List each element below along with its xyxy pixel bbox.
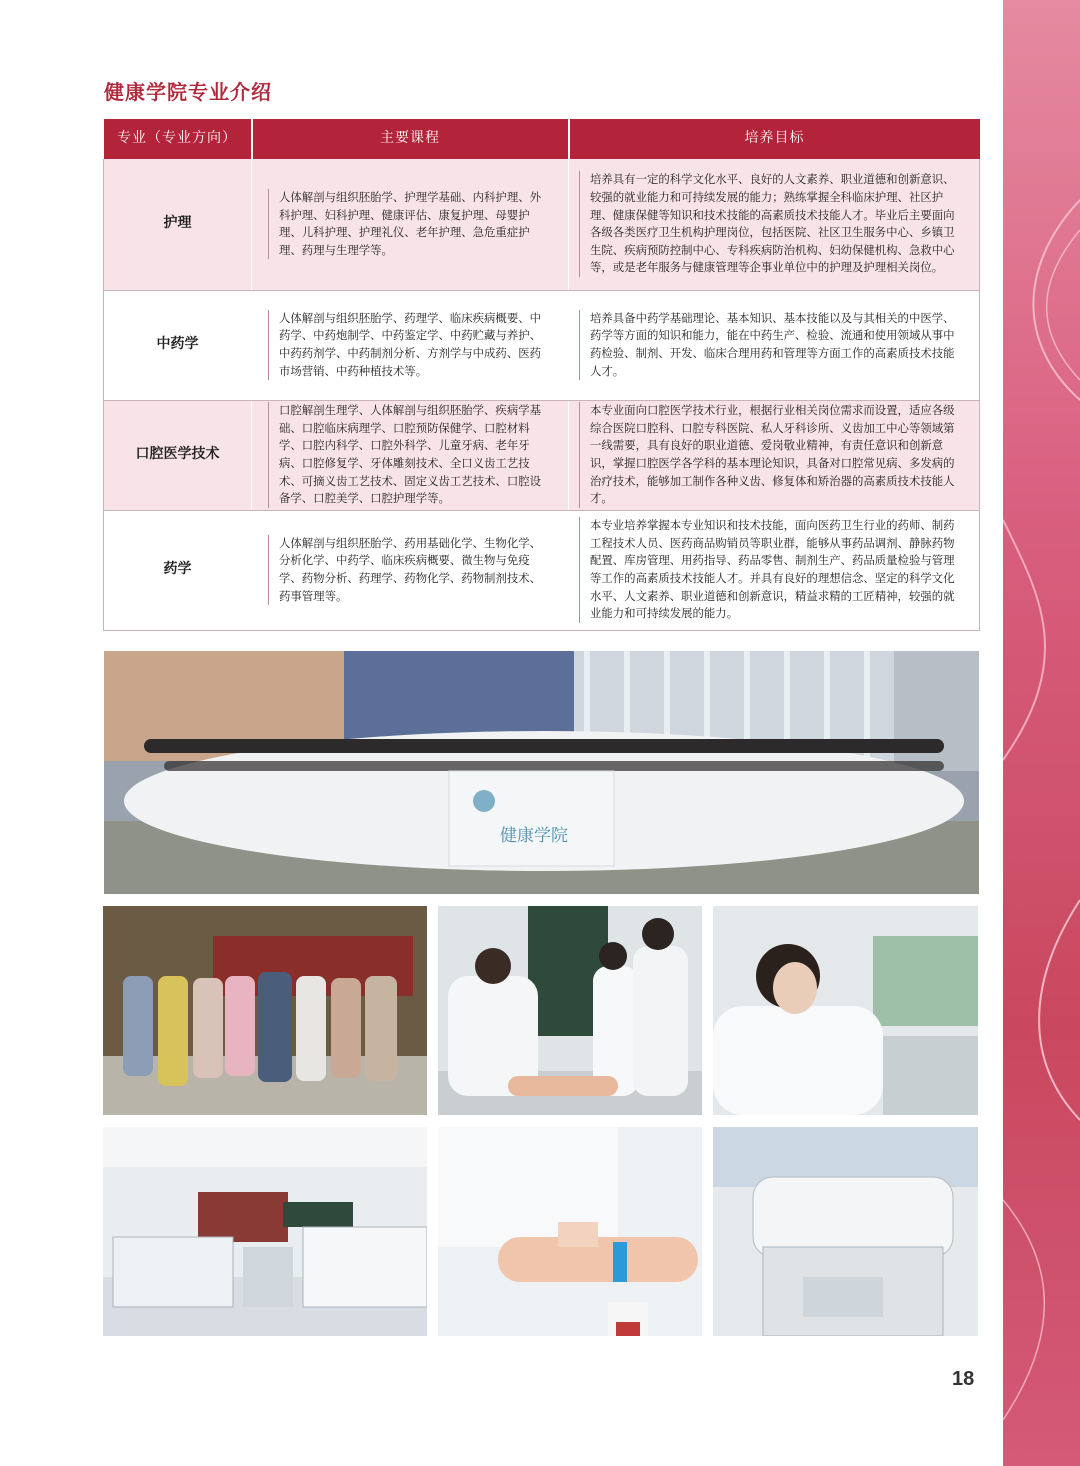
training-photo bbox=[438, 906, 702, 1115]
goals-text: 本专业培养掌握本专业知识和技术技能，面向医药卫生行业的药师、制药工程技术人员、医药商品购销员等职业群，能够从事药品调剂、静脉药物配置、库房管理、用药指导、药品零售、制剂生产、药品质量检验与管理等工作的高素质技术技能人才。并具有良好的理想信念、坚定的科学文化水平、人文素养、职业道德和创新意识，精益求精的工匠精神，较强的就业能力和可持续发展的能力。 bbox=[579, 517, 961, 623]
header-major: 专业（专业方向） bbox=[104, 119, 252, 159]
table-row bbox=[104, 400, 980, 510]
major-courses bbox=[252, 400, 569, 510]
major-courses bbox=[252, 290, 569, 400]
courses-text: 人体解剖与组织胚胎学、护理学基础、内科护理、外科护理、妇科护理、健康评估、康复护理、母婴护理、儿科护理、护理礼仪、老年护理、急危重症护理、药理与生理学等。 bbox=[268, 189, 550, 259]
goals-text: 培养具备中药学基础理论、基本知识、基本技能以及与其相关的中医学、药学等方面的知识和能力，能在中药生产、检验、流通和使用领域从事中药检验、制剂、开发、临床合理用药和管理等方面工作的高素质技术技能人才。 bbox=[579, 310, 961, 380]
group-banner-text: 健康学院 bbox=[500, 826, 568, 846]
lab-photo bbox=[713, 906, 978, 1115]
table-row bbox=[104, 159, 980, 290]
group-photo bbox=[104, 651, 979, 894]
major-goals bbox=[569, 400, 980, 510]
majors-table bbox=[103, 119, 980, 631]
major-name: 口腔医学技术 bbox=[104, 400, 252, 510]
courses-text: 人体解剖与组织胚胎学、药理学、临床疾病概要、中药学、中药炮制学、中药鉴定学、中药贮藏与养护、中药药剂学、中药制剂分析、方剂学与中成药、医药市场营销、中药种植技术等。 bbox=[268, 310, 550, 380]
page-number: 18 bbox=[952, 1368, 975, 1390]
major-goals bbox=[569, 510, 980, 630]
staff-photo bbox=[103, 906, 427, 1115]
major-courses bbox=[252, 159, 569, 290]
major-name: 药学 bbox=[104, 510, 252, 630]
injection-practice-photo bbox=[438, 1127, 702, 1336]
table-row bbox=[104, 510, 980, 630]
table-row bbox=[104, 290, 980, 400]
major-courses bbox=[252, 510, 569, 630]
table-header-row bbox=[104, 119, 980, 159]
header-goals: 培养目标 bbox=[569, 119, 980, 159]
side-decoration-band bbox=[1003, 0, 1080, 1466]
major-name: 中药学 bbox=[104, 290, 252, 400]
goals-text: 本专业面向口腔医学技术行业，根据行业相关岗位需求而设置，适应各级综合医院口腔科、口腔专科医院、私人牙科诊所、义齿加工中心等领域第一线需要，具有良好的职业道德、爱岗敬业精神，有责任意识和创新意识，掌握口腔医学各学科的基本理论知识，具备对口腔常见病、多发病的治疗技术，能够加工制作各种义齿、修复体和矫治器的高素质技术技能人才。 bbox=[579, 402, 961, 508]
header-courses: 主要课程 bbox=[252, 119, 569, 159]
page-title: 健康学院专业介绍 bbox=[104, 80, 272, 104]
goals-text: 培养具有一定的科学文化水平、良好的人文素养、职业道德和创新意识、较强的就业能力和可持续发展的能力；熟练掌握全科临床护理、社区护理、健康保健等知识和技术技能的高素质技术技能人才。毕业后主要面向各级各类医疗卫生机构护理岗位，包括医院、社区卫生服务中心、乡镇卫生院、疾病预防控制中心、专科疾病防治机构、妇幼保健机构、急救中心等，或是老年服务与健康管理等企事业单位中的护理及护理相关岗位。 bbox=[579, 171, 961, 277]
incubator-photo bbox=[713, 1127, 978, 1336]
major-goals bbox=[569, 290, 980, 400]
courses-text: 口腔解剖生理学、人体解剖与组织胚胎学、疾病学基础、口腔临床病理学、口腔预防保健学、口腔材料学、口腔内科学、口腔外科学、儿童牙病、老年牙病、口腔修复学、牙体雕刻技术、全口义齿工艺技术、可摘义齿工艺技术、固定义齿工艺技术、口腔设备学、口腔美学、口腔护理学等。 bbox=[268, 402, 550, 508]
ward-photo bbox=[103, 1127, 427, 1336]
major-name: 护理 bbox=[104, 159, 252, 290]
courses-text: 人体解剖与组织胚胎学、药用基础化学、生物化学、分析化学、中药学、临床疾病概要、微生物与免疫学、药物分析、药理学、药物化学、药物制剂技术、药事管理等。 bbox=[268, 535, 550, 605]
major-goals bbox=[569, 159, 980, 290]
